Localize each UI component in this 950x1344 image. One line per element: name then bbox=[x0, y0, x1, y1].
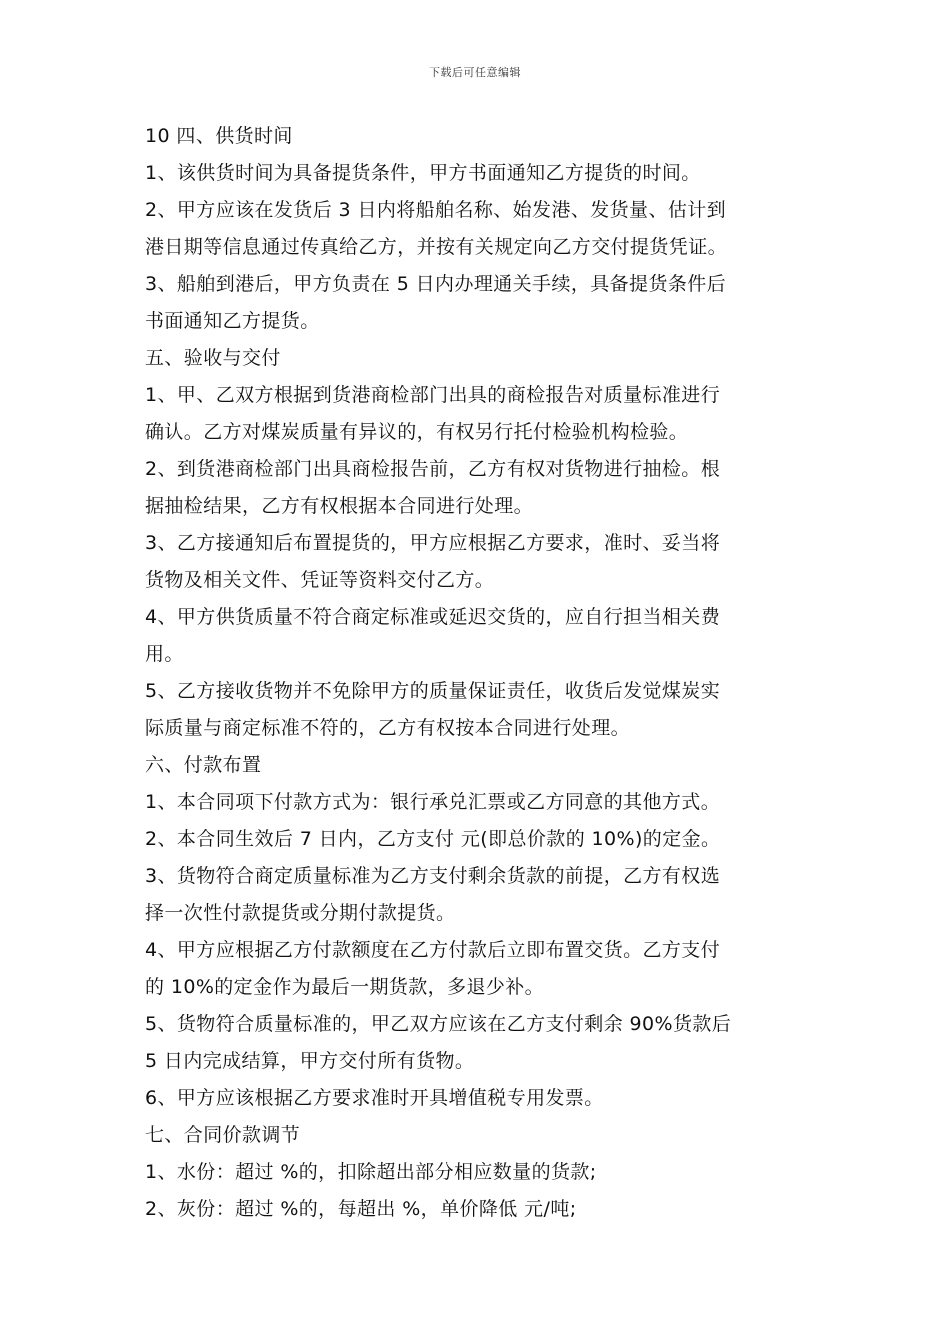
paragraph-line: 5、乙方接收货物并不免除甲方的质量保证责任，收货后发觉煤炭实 bbox=[145, 680, 721, 702]
paragraph-line: 的 10%的定金作为最后一期货款，多退少补。 bbox=[145, 976, 545, 998]
section-heading-supply-time: 10 四、供货时间 bbox=[145, 125, 293, 147]
paragraph-line: 2、甲方应该在发货后 3 日内将船舶名称、始发港、发货量、估计到 bbox=[145, 199, 727, 221]
page-header: 下载后可任意编辑 bbox=[429, 66, 521, 79]
paragraph-line: 4、甲方供货质量不符合商定标准或延迟交货的，应自行担当相关费 bbox=[145, 606, 721, 628]
paragraph-line: 港日期等信息通过传真给乙方，并按有关规定向乙方交付提货凭证。 bbox=[145, 236, 728, 258]
paragraph-line: 用。 bbox=[145, 643, 184, 665]
paragraph-line: 1、水份：超过 %的，扣除超出部分相应数量的货款; bbox=[145, 1161, 597, 1183]
paragraph-line: 6、甲方应该根据乙方要求准时开具增值税专用发票。 bbox=[145, 1087, 604, 1109]
section-heading-payment: 六、付款布置 bbox=[145, 754, 262, 776]
paragraph-line: 1、本合同项下付款方式为：银行承兑汇票或乙方同意的其他方式。 bbox=[145, 791, 721, 813]
paragraph-line: 书面通知乙方提货。 bbox=[145, 310, 320, 332]
paragraph-line: 5、货物符合质量标准的，甲乙双方应该在乙方支付剩余 90%货款后 bbox=[145, 1013, 732, 1035]
paragraph-line: 际质量与商定标准不符的，乙方有权按本合同进行处理。 bbox=[145, 717, 631, 739]
paragraph-line: 货物及相关文件、凭证等资料交付乙方。 bbox=[145, 569, 495, 591]
document-body bbox=[145, 118, 810, 1228]
paragraph-line: 3、乙方接通知后布置提货的，甲方应根据乙方要求，准时、妥当将 bbox=[145, 532, 721, 554]
paragraph-line: 1、甲、乙双方根据到货港商检部门出具的商检报告对质量标准进行 bbox=[145, 384, 721, 406]
paragraph-line: 确认。乙方对煤炭质量有异议的，有权另行托付检验机构检验。 bbox=[145, 421, 689, 443]
paragraph-line: 2、到货港商检部门出具商检报告前，乙方有权对货物进行抽检。根 bbox=[145, 458, 721, 480]
paragraph-line: 4、甲方应根据乙方付款额度在乙方付款后立即布置交货。乙方支付 bbox=[145, 939, 721, 961]
section-heading-price-adjustment: 七、合同价款调节 bbox=[145, 1124, 301, 1146]
paragraph-line: 3、船舶到港后，甲方负责在 5 日内办理通关手续，具备提货条件后 bbox=[145, 273, 727, 295]
paragraph-line: 2、灰份：超过 %的，每超出 %，单价降低 元/吨; bbox=[145, 1198, 577, 1220]
paragraph-line: 择一次性付款提货或分期付款提货。 bbox=[145, 902, 456, 924]
section-heading-acceptance: 五、验收与交付 bbox=[145, 347, 281, 369]
paragraph-line: 据抽检结果，乙方有权根据本合同进行处理。 bbox=[145, 495, 534, 517]
paragraph-line: 2、本合同生效后 7 日内，乙方支付 元(即总价款的 10%)的定金。 bbox=[145, 828, 721, 850]
paragraph-line: 3、货物符合商定质量标准为乙方支付剩余货款的前提，乙方有权选 bbox=[145, 865, 721, 887]
paragraph-line: 5 日内完成结算，甲方交付所有货物。 bbox=[145, 1050, 475, 1072]
paragraph-line: 1、该供货时间为具备提货条件，甲方书面通知乙方提货的时间。 bbox=[145, 162, 701, 184]
